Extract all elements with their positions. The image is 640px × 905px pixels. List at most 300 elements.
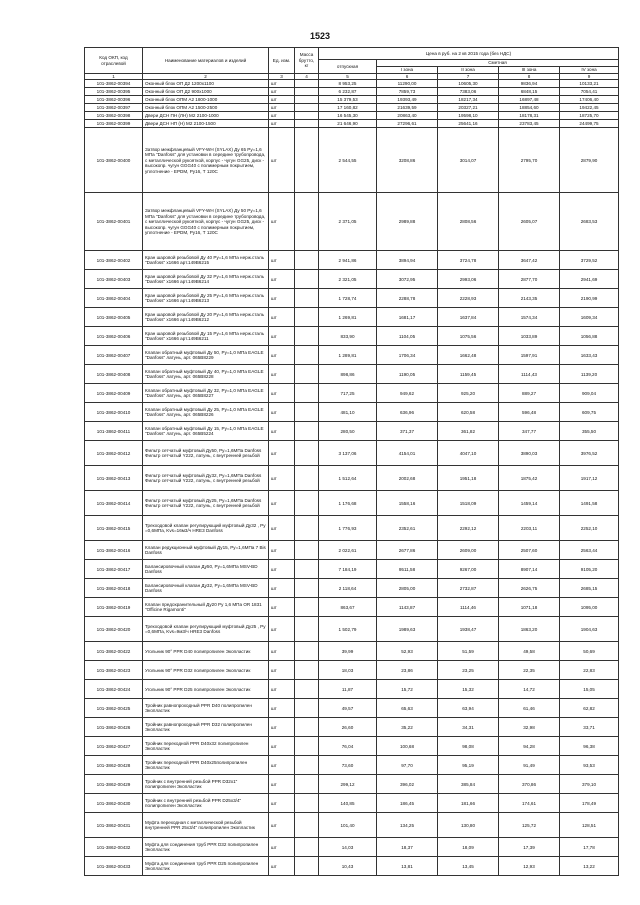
item-code: 101-3862-00413 — [85, 466, 143, 491]
table-row — [85, 193, 619, 251]
zone-1-price: 21639,59 — [377, 104, 438, 112]
header-zone-2: II зона — [438, 67, 499, 74]
table-row — [85, 775, 619, 794]
table-row — [85, 441, 619, 466]
item-unit: шт — [269, 718, 295, 737]
price-table-body — [85, 80, 619, 876]
zone-4-price: 1609,34 — [560, 308, 619, 327]
item-unit: шт — [269, 193, 295, 251]
item-mass — [295, 516, 319, 541]
zone-1-price: 3072,95 — [377, 270, 438, 289]
zone-3-price: 370,86 — [499, 775, 560, 794]
item-mass — [295, 756, 319, 775]
release-price: 833,90 — [319, 327, 377, 346]
zone-4-price: 93,53 — [560, 756, 619, 775]
item-code: 101-3862-00420 — [85, 617, 143, 642]
table-row — [85, 112, 619, 120]
table-row — [85, 838, 619, 857]
zone-2-price: 4047,10 — [438, 441, 499, 466]
item-unit: шт — [269, 642, 295, 661]
item-mass — [295, 120, 319, 128]
column-index: 8 — [499, 74, 560, 80]
item-name: Угольник 90° PPR D25 полипропилен Экопластик — [143, 680, 269, 699]
item-unit: шт — [269, 251, 295, 270]
table-row — [85, 308, 619, 327]
item-mass — [295, 579, 319, 598]
release-price: 1 728,74 — [319, 289, 377, 308]
zone-2-price: 620,58 — [438, 403, 499, 422]
release-price: 898,86 — [319, 365, 377, 384]
release-price: 21 646,90 — [319, 120, 377, 128]
item-mass — [295, 104, 319, 112]
item-name: Двери ДСН НП (Н) М2 2100-1500 — [143, 120, 269, 128]
item-name: Трехходовой клапан регулирующий муфтовый Ду32 , Ру =0,6МПа, Kvs=16м3/ч HRE3 Danfoss — [143, 516, 269, 541]
item-code: 101-3862-00422 — [85, 642, 143, 661]
zone-2-price: 1938,47 — [438, 617, 499, 642]
zone-4-price: 2190,99 — [560, 289, 619, 308]
item-name: Кран шаровой резьбовой Ду 40 Ру=1,6 МПа нерж.сталь "Danfoss" х1666 арт.149В6215 — [143, 251, 269, 270]
zone-3-price: 17,39 — [499, 838, 560, 857]
zone-4-price: 2683,53 — [560, 193, 619, 251]
item-code: 101-3862-00415 — [85, 516, 143, 541]
zone-3-price: 23783,45 — [499, 120, 560, 128]
header-zone-1: I зона — [377, 67, 438, 74]
item-code: 101-3862-00402 — [85, 251, 143, 270]
zone-1-price: 1190,05 — [377, 365, 438, 384]
zone-3-price: 1875,42 — [499, 466, 560, 491]
item-code: 101-3862-00417 — [85, 560, 143, 579]
zone-1-price: 7859,73 — [377, 88, 438, 96]
release-price: 280,50 — [319, 422, 377, 441]
table-row — [85, 857, 619, 876]
item-name: Муфта для соединения труб PPR D32 полипропилен Экопластик — [143, 838, 269, 857]
zone-1-price: 2677,86 — [377, 541, 438, 560]
zone-4-price: 1056,88 — [560, 327, 619, 346]
release-price: 863,67 — [319, 598, 377, 617]
item-code: 101-3862-00407 — [85, 346, 143, 365]
item-code: 101-3862-00397 — [85, 104, 143, 112]
item-unit: шт — [269, 756, 295, 775]
release-price: 1 776,93 — [319, 516, 377, 541]
table-row — [85, 403, 619, 422]
zone-2-price: 361,82 — [438, 422, 499, 441]
table-row — [85, 466, 619, 491]
item-mass — [295, 699, 319, 718]
item-unit: шт — [269, 516, 295, 541]
item-mass — [295, 838, 319, 857]
zone-4-price: 22,83 — [560, 661, 619, 680]
item-name: Затвор межфланцевый VFY-WH (SYLAX) Ду 50 Ру=1,6 МПа "Danfoss" для установки в середине трубопровода, с металлической рукояткой, корпус - чугун GG25, диск - высокопр. чугун GGG40 с полимерным покрытием, уплотнение - EPDM, Ру16, Т 120С — [143, 193, 269, 251]
release-price: 140,85 — [319, 794, 377, 813]
zone-4-price: 1139,20 — [560, 365, 619, 384]
zone-1-price: 100,68 — [377, 737, 438, 756]
release-price: 2 321,05 — [319, 270, 377, 289]
zone-2-price: 1951,18 — [438, 466, 499, 491]
item-unit: шт — [269, 661, 295, 680]
item-name: Муфта переходная с металлической резьбой внутренней PPR 25х3/4" полипропилен Экопластик — [143, 813, 269, 838]
item-code: 101-3862-00412 — [85, 441, 143, 466]
zone-4-price: 33,71 — [560, 718, 619, 737]
zone-1-price: 2805,00 — [377, 579, 438, 598]
zone-3-price: 2143,35 — [499, 289, 560, 308]
zone-4-price: 18725,70 — [560, 112, 619, 120]
item-unit: шт — [269, 270, 295, 289]
release-price: 481,10 — [319, 403, 377, 422]
zone-4-price: 1491,58 — [560, 491, 619, 516]
item-name: Клапан редукционный муфтовый Ду15, Ру=1,6МПа 7 Bis Danfoss — [143, 541, 269, 560]
release-price: 2 941,86 — [319, 251, 377, 270]
item-unit: шт — [269, 441, 295, 466]
table-row — [85, 718, 619, 737]
zone-4-price: 128,51 — [560, 813, 619, 838]
release-price: 11,87 — [319, 680, 377, 699]
table-row — [85, 251, 619, 270]
column-index: 2 — [143, 74, 269, 80]
item-unit: шт — [269, 579, 295, 598]
zone-4-price: 1095,00 — [560, 598, 619, 617]
zone-4-price: 2941,69 — [560, 270, 619, 289]
item-unit: шт — [269, 365, 295, 384]
zone-1-price: 1143,87 — [377, 598, 438, 617]
item-mass — [295, 308, 319, 327]
item-unit: шт — [269, 598, 295, 617]
item-name: Тройник переходной PPR D40х25полипропилен Экопластик — [143, 756, 269, 775]
zone-1-price: 1104,05 — [377, 327, 438, 346]
item-mass — [295, 642, 319, 661]
release-price: 3 137,06 — [319, 441, 377, 466]
zone-4-price: 10133,21 — [560, 80, 619, 88]
table-row — [85, 88, 619, 96]
item-mass — [295, 857, 319, 876]
item-name: Тройник равнопроходный PPR D32 полипропилен Экопластик — [143, 718, 269, 737]
item-unit: шт — [269, 560, 295, 579]
item-name: Оконный блок ОПМ А2 1800-1000 — [143, 96, 269, 104]
item-mass — [295, 775, 319, 794]
zone-2-price: 23,25 — [438, 661, 499, 680]
table-row — [85, 120, 619, 128]
zone-1-price: 35,22 — [377, 718, 438, 737]
item-code: 101-3862-00425 — [85, 699, 143, 718]
zone-3-price: 8907,14 — [499, 560, 560, 579]
item-name: Муфта для соединения труб PPR D25 полипропилен Экопластик — [143, 857, 269, 876]
zone-3-price: 1574,34 — [499, 308, 560, 327]
zone-4-price: 62,82 — [560, 699, 619, 718]
item-code: 101-3862-00430 — [85, 794, 143, 813]
zone-1-price: 4154,01 — [377, 441, 438, 466]
item-unit: шт — [269, 80, 295, 88]
zone-4-price: 1633,43 — [560, 346, 619, 365]
column-index: 5 — [319, 74, 377, 80]
table-row — [85, 104, 619, 112]
zone-1-price: 13,81 — [377, 857, 438, 876]
item-unit: шт — [269, 346, 295, 365]
zone-3-price: 9836,94 — [499, 80, 560, 88]
item-name: Клапан обратный муфтовый Ду 40, Ру=1,0 МПа EAGLE "Danfoss" латунь, арт. 065В8228 — [143, 365, 269, 384]
release-price: 39,99 — [319, 642, 377, 661]
item-mass — [295, 128, 319, 193]
item-mass — [295, 661, 319, 680]
release-price: 10,43 — [319, 857, 377, 876]
table-row — [85, 346, 619, 365]
zone-1-price: 20863,40 — [377, 112, 438, 120]
zone-3-price: 125,72 — [499, 813, 560, 838]
header-unit: Ед. изм. — [269, 48, 295, 74]
item-unit: шт — [269, 794, 295, 813]
zone-4-price: 2685,15 — [560, 579, 619, 598]
item-code: 101-3862-00404 — [85, 289, 143, 308]
item-mass — [295, 193, 319, 251]
table-row — [85, 80, 619, 88]
zone-2-price: 98,08 — [438, 737, 499, 756]
zone-3-price: 889,27 — [499, 384, 560, 403]
table-row — [85, 680, 619, 699]
table-row — [85, 491, 619, 516]
release-price: 2 118,64 — [319, 579, 377, 598]
zone-2-price: 925,20 — [438, 384, 499, 403]
item-name: Тройник с внутренней резьбой PPR D25х3/4" полипропилен Экопластик — [143, 794, 269, 813]
item-unit: шт — [269, 491, 295, 516]
zone-4-price: 909,04 — [560, 384, 619, 403]
column-index: 4 — [295, 74, 319, 80]
zone-1-price: 65,63 — [377, 699, 438, 718]
item-mass — [295, 422, 319, 441]
zone-1-price: 19393,49 — [377, 96, 438, 104]
item-code: 101-3862-00410 — [85, 403, 143, 422]
release-price: 26,60 — [319, 718, 377, 737]
column-index: 7 — [438, 74, 499, 80]
item-code: 101-3862-00424 — [85, 680, 143, 699]
release-price: 2 371,05 — [319, 193, 377, 251]
item-code: 101-3862-00401 — [85, 193, 143, 251]
zone-2-price: 1637,84 — [438, 308, 499, 327]
item-name: Фильтр сетчатый муфтовый Ду25, Ру=1,6МПа Danfoss Фильтр сетчатый Y222, латунь, с внутренней резьбой — [143, 491, 269, 516]
item-name: Оконный блок ОПМ А2 1500-2500 — [143, 104, 269, 112]
item-name: Кран шаровой резьбовой Ду 25 Ру=1,6 МПа нерж.сталь "Danfoss" х1666 арт.149В6213 — [143, 289, 269, 308]
zone-2-price: 9267,00 — [438, 560, 499, 579]
zone-2-price: 2993,06 — [438, 270, 499, 289]
release-price: 1 502,79 — [319, 617, 377, 642]
release-price: 6 232,87 — [319, 88, 377, 96]
item-unit: шт — [269, 96, 295, 104]
zone-4-price: 3976,52 — [560, 441, 619, 466]
item-unit: шт — [269, 699, 295, 718]
item-mass — [295, 270, 319, 289]
zone-3-price: 1071,18 — [499, 598, 560, 617]
zone-2-price: 18,09 — [438, 838, 499, 857]
item-name: Угольник 90° PPR D40 полипропилен Экопластик — [143, 642, 269, 661]
item-mass — [295, 289, 319, 308]
item-name: Клапан обратный муфтовый Ду 25, Ру=1,0 МПа EAGLE "Danfoss" латунь, арт. 065В8226 — [143, 403, 269, 422]
item-mass — [295, 541, 319, 560]
item-unit: шт — [269, 737, 295, 756]
zone-1-price: 1681,17 — [377, 308, 438, 327]
item-code: 101-3862-00405 — [85, 308, 143, 327]
item-code: 101-3862-00423 — [85, 661, 143, 680]
zone-2-price: 63,94 — [438, 699, 499, 718]
header-estimate: Сметная — [377, 60, 619, 67]
column-index: 3 — [269, 74, 295, 80]
release-price: 49,57 — [319, 699, 377, 718]
table-row — [85, 699, 619, 718]
item-name: Балансировочный клапан Ду50, Ру=1,6МПа MSV-BD Danfoss — [143, 560, 269, 579]
zone-1-price: 52,93 — [377, 642, 438, 661]
item-code: 101-3862-00396 — [85, 96, 143, 104]
item-unit: шт — [269, 680, 295, 699]
zone-2-price: 130,80 — [438, 813, 499, 838]
item-unit: шт — [269, 112, 295, 120]
zone-4-price: 2563,44 — [560, 541, 619, 560]
item-code: 101-3862-00409 — [85, 384, 143, 403]
release-price: 17 160,82 — [319, 104, 377, 112]
item-unit: шт — [269, 327, 295, 346]
item-code: 101-3862-00399 — [85, 120, 143, 128]
item-name: Клапан обратный муфтовый Ду 32, Ру=1,0 МПа EAGLE "Danfoss" латунь, арт. 065В8227 — [143, 384, 269, 403]
item-name: Двери ДСН ПН (ЛН) М2 2100-1000 — [143, 112, 269, 120]
item-unit: шт — [269, 422, 295, 441]
zone-2-price: 3724,78 — [438, 251, 499, 270]
table-row — [85, 794, 619, 813]
item-mass — [295, 794, 319, 813]
zone-3-price: 2605,07 — [499, 193, 560, 251]
item-unit: шт — [269, 120, 295, 128]
release-price: 76,04 — [319, 737, 377, 756]
zone-4-price: 50,69 — [560, 642, 619, 661]
item-code: 101-3862-00426 — [85, 718, 143, 737]
item-code: 101-3862-00408 — [85, 365, 143, 384]
item-mass — [295, 251, 319, 270]
table-row — [85, 422, 619, 441]
zone-4-price: 96,38 — [560, 737, 619, 756]
item-code: 101-3862-00400 — [85, 128, 143, 193]
item-mass — [295, 680, 319, 699]
item-name: Тройник с внутренней резьбой PPR D32х1" полипропилен Экопластик — [143, 775, 269, 794]
zone-1-price: 2288,78 — [377, 289, 438, 308]
item-mass — [295, 112, 319, 120]
item-code: 101-3862-00432 — [85, 838, 143, 857]
table-row — [85, 541, 619, 560]
zone-1-price: 11290,00 — [377, 80, 438, 88]
item-unit: шт — [269, 308, 295, 327]
item-mass — [295, 403, 319, 422]
zone-2-price: 1518,09 — [438, 491, 499, 516]
item-unit: шт — [269, 541, 295, 560]
item-code: 101-3862-00427 — [85, 737, 143, 756]
item-code: 101-3862-00428 — [85, 756, 143, 775]
zone-3-price: 1597,91 — [499, 346, 560, 365]
table-row — [85, 642, 619, 661]
item-code: 101-3862-00395 — [85, 88, 143, 96]
item-mass — [295, 718, 319, 737]
zone-4-price: 2879,90 — [560, 128, 619, 193]
item-mass — [295, 813, 319, 838]
release-price: 7 184,19 — [319, 560, 377, 579]
page-number: 1523 — [309, 31, 331, 41]
zone-3-price: 22,35 — [499, 661, 560, 680]
header-mass: Масса брутто, кг — [295, 48, 319, 74]
table-row — [85, 661, 619, 680]
item-mass — [295, 88, 319, 96]
table-row — [85, 756, 619, 775]
item-name: Фильтр сетчатый муфтовый Ду50, Ру=1,6МПа Danfoss Фильтр сетчатый Y222, латунь, с внутренней резьбой — [143, 441, 269, 466]
zone-3-price: 14,72 — [499, 680, 560, 699]
item-mass — [295, 80, 319, 88]
item-mass — [295, 491, 319, 516]
zone-1-price: 2002,68 — [377, 466, 438, 491]
release-price: 299,12 — [319, 775, 377, 794]
price-table — [84, 47, 619, 876]
zone-2-price: 20327,21 — [438, 104, 499, 112]
zone-2-price: 1159,45 — [438, 365, 499, 384]
zone-3-price: 61,46 — [499, 699, 560, 718]
zone-1-price: 1558,16 — [377, 491, 438, 516]
zone-3-price: 1863,20 — [499, 617, 560, 642]
zone-2-price: 2808,56 — [438, 193, 499, 251]
zone-4-price: 609,75 — [560, 403, 619, 422]
release-price: 1 512,64 — [319, 466, 377, 491]
zone-4-price: 3729,52 — [560, 251, 619, 270]
zone-3-price: 32,98 — [499, 718, 560, 737]
table-row — [85, 270, 619, 289]
release-price: 16 545,30 — [319, 112, 377, 120]
item-name: Тройник равнопроходный PPR D40 полипропилен Экопластик — [143, 699, 269, 718]
zone-3-price: 3890,03 — [499, 441, 560, 466]
table-row — [85, 737, 619, 756]
zone-1-price: 18,37 — [377, 838, 438, 857]
zone-3-price: 6848,15 — [499, 88, 560, 96]
zone-3-price: 2203,11 — [499, 516, 560, 541]
zone-4-price: 15,05 — [560, 680, 619, 699]
zone-3-price: 1459,14 — [499, 491, 560, 516]
zone-2-price: 2609,00 — [438, 541, 499, 560]
zone-1-price: 97,70 — [377, 756, 438, 775]
item-name: Затвор межфланцевый VFY-WH (SYLAX) Ду 65 Ру=1,6 МПа "Danfoss" для установки в середине трубопровода, с металлической рукояткой, корпус - чугун GG25, диск - высокопр. чугун GGG40 с полимерным покрытием, уплотнение - EPDM, Ру16, Т 120С — [143, 128, 269, 193]
zone-3-price: 94,28 — [499, 737, 560, 756]
zone-2-price: 15,32 — [438, 680, 499, 699]
item-name: Клапан обратный муфтовый Ду 50, Ру=1,0 МПа EAGLE "Danfoss" латунь, арт. 065В8229 — [143, 346, 269, 365]
zone-2-price: 181,66 — [438, 794, 499, 813]
table-row — [85, 289, 619, 308]
release-price: 8 953,25 — [319, 80, 377, 88]
item-name: Клапан предохранительный Ду20 Ру 1,6 МПа OR 1831 "Officine Rigamonti" — [143, 598, 269, 617]
release-price: 18,03 — [319, 661, 377, 680]
zone-4-price: 1917,12 — [560, 466, 619, 491]
item-code: 101-3862-00429 — [85, 775, 143, 794]
release-price: 101,40 — [319, 813, 377, 838]
zone-1-price: 1706,34 — [377, 346, 438, 365]
table-row — [85, 617, 619, 642]
zone-3-price: 3647,42 — [499, 251, 560, 270]
zone-4-price: 17406,40 — [560, 96, 619, 104]
release-price: 2 544,55 — [319, 128, 377, 193]
release-price: 2 022,61 — [319, 541, 377, 560]
zone-1-price: 15,72 — [377, 680, 438, 699]
item-unit: шт — [269, 617, 295, 642]
zone-2-price: 3014,07 — [438, 128, 499, 193]
item-mass — [295, 441, 319, 466]
table-row — [85, 365, 619, 384]
item-code: 101-3862-00433 — [85, 857, 143, 876]
zone-2-price: 7383,06 — [438, 88, 499, 96]
release-price: 1 269,81 — [319, 308, 377, 327]
column-index: 1 — [85, 74, 143, 80]
table-row — [85, 327, 619, 346]
zone-2-price: 13,45 — [438, 857, 499, 876]
zone-2-price: 95,19 — [438, 756, 499, 775]
zone-2-price: 2292,12 — [438, 516, 499, 541]
zone-2-price: 18217,34 — [438, 96, 499, 104]
zone-2-price: 10605,30 — [438, 80, 499, 88]
zone-4-price: 178,49 — [560, 794, 619, 813]
